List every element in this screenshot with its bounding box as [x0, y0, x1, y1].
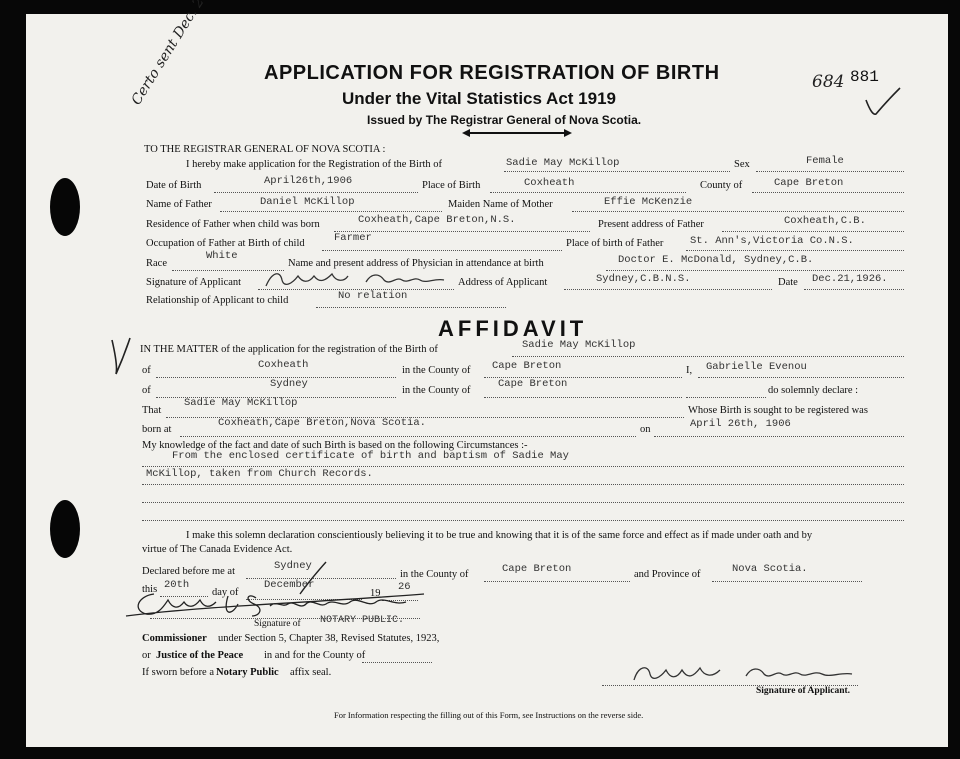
affidavit-heading: AFFIDAVIT	[438, 316, 588, 341]
present-address-value: Coxheath,C.B.	[784, 215, 866, 227]
footer-note: For Information respecting the filling out of this Form, see Instructions on the reverse side.	[334, 710, 644, 720]
applicant-address-label: Address of Applicant	[458, 277, 548, 288]
dob-value: April26th,1906	[264, 175, 353, 187]
pob-label: Place of Birth	[422, 180, 481, 191]
child-name-value: Sadie May McKillop	[506, 157, 620, 169]
solemn-line-1: I make this solemn declaration conscientiously believing it to be true and knowing that it is of the same force and effect as if made under oath and by	[186, 530, 813, 541]
whose-birth-label: Whose Birth is sought to be registered was	[688, 405, 868, 416]
father-birthplace-value: St. Ann's,Victoria Co.N.S.	[690, 235, 854, 247]
applicant-signature	[262, 268, 452, 290]
residence-value: Coxheath,Cape Breton,N.S.	[358, 214, 516, 226]
county-label: County of	[700, 180, 743, 191]
place2-value: Sydney	[270, 378, 308, 390]
date-value: Dec.21,1926.	[812, 273, 888, 285]
applicant-signature-label: Signature of Applicant.	[756, 686, 851, 696]
born-on-value: April 26th, 1906	[690, 418, 791, 430]
solemn-line-2: virtue of The Canada Evidence Act.	[142, 544, 293, 555]
form-title: APPLICATION FOR REGISTRATION OF BIRTH	[264, 62, 720, 84]
father-label: Name of Father	[146, 199, 212, 210]
county2-label: in the County of	[402, 385, 471, 396]
county2-value: Cape Breton	[498, 378, 568, 390]
notary-note-pre: If sworn before a	[142, 667, 215, 678]
this-label: this	[142, 584, 158, 595]
born-at-value: Coxheath,Cape Breton,Nova Scotia.	[218, 417, 426, 429]
county1-label: in the County of	[402, 365, 471, 376]
declared-county-label: in the County of	[400, 569, 469, 580]
justice-text: in and for the County of	[264, 650, 366, 661]
province-label: and Province of	[634, 569, 701, 580]
occupation-label: Occupation of Father at Birth of child	[146, 238, 305, 249]
notary-signature-label: Signature of	[254, 619, 301, 629]
applicant-address-value: Sydney,C.B.N.S.	[596, 273, 691, 285]
sex-label: Sex	[734, 159, 750, 170]
dob-label: Date of Birth	[146, 180, 202, 191]
knowledge-label: My knowledge of the fact and date of such Birth is based on the following Circumstances :-	[142, 440, 528, 451]
province-value: Nova Scotia.	[732, 563, 808, 575]
circumstances-line-1: From the enclosed certificate of birth and baptism of Sadie May	[172, 450, 569, 462]
declarant-value: Gabrielle Evenou	[706, 361, 807, 373]
mother-label: Maiden Name of Mother	[448, 199, 553, 210]
on-label: on	[640, 424, 651, 435]
declared-place-value: Sydney	[274, 560, 312, 572]
year-prefix-label: 19	[370, 588, 381, 599]
issued-by: Issued by The Registrar General of Nova Scotia.	[367, 113, 642, 127]
commissioner-text: under Section 5, Chapter 38, Revised Statutes, 1923,	[218, 633, 440, 644]
occupation-value: Farmer	[334, 232, 372, 244]
declared-before-label: Declared before me at	[142, 566, 235, 577]
notary-note-bold: Notary Public	[216, 667, 279, 678]
of-label: of	[142, 365, 151, 376]
father-value: Daniel McKillop	[260, 196, 355, 208]
born-at-label: born at	[142, 424, 172, 435]
present-address-label: Present address of Father	[598, 219, 704, 230]
aff-child-name-value: Sadie May McKillop	[522, 339, 636, 351]
father-birthplace-label: Place of birth of Father	[566, 238, 664, 249]
of-label: of	[142, 385, 151, 396]
pob-value: Coxheath	[524, 177, 575, 189]
physician-value: Doctor E. McDonald, Sydney,C.B.	[618, 254, 814, 266]
circumstances-line-2: McKillop, taken from Church Records.	[146, 468, 373, 480]
ornament-divider	[462, 128, 572, 138]
month-value: December	[264, 579, 315, 591]
commissioner-label: Commissioner	[142, 633, 207, 644]
day-value: 20th	[164, 579, 190, 591]
county1-value: Cape Breton	[492, 360, 562, 372]
applicant-signature	[628, 660, 858, 688]
relationship-value: No relation	[338, 290, 408, 302]
year-value: 26	[398, 581, 411, 593]
place1-value: Coxheath	[258, 359, 309, 371]
matter-label: IN THE MATTER of the application for the registration of the Birth of	[140, 344, 438, 355]
county-value: Cape Breton	[774, 177, 844, 189]
signature-label: Signature of Applicant	[146, 277, 242, 288]
notary-title: NOTARY PUBLIC.	[320, 615, 405, 626]
check-mark	[862, 86, 902, 120]
that-label: That	[142, 405, 162, 416]
sex-value: Female	[806, 155, 844, 167]
addressee: TO THE REGISTRAR GENERAL OF NOVA SCOTIA :	[144, 144, 386, 155]
intro-label: I hereby make application for the Registration of the Birth of	[186, 159, 443, 170]
day-of-label: day of	[212, 587, 239, 598]
race-value: White	[206, 250, 238, 262]
race-label: Race	[146, 258, 167, 269]
relationship-label: Relationship of Applicant to child	[146, 295, 289, 306]
that-name-value: Sadie May McKillop	[184, 397, 298, 409]
declared-county-value: Cape Breton	[502, 563, 572, 575]
i-label: I,	[686, 365, 693, 376]
punch-hole	[50, 500, 80, 558]
handwritten-file-number: 684	[812, 72, 845, 92]
physician-label: Name and present address of Physician in attendance at birth	[288, 258, 544, 269]
mother-value: Effie McKenzie	[604, 196, 693, 208]
or-label: or	[142, 650, 151, 661]
date-label: Date	[778, 277, 798, 288]
punch-hole	[50, 178, 80, 236]
notary-note-post: affix seal.	[290, 667, 332, 678]
declare-label: do solemnly declare :	[768, 385, 859, 396]
justice-label: Justice of the Peace	[156, 650, 244, 661]
form-subtitle: Under the Vital Statistics Act 1919	[342, 89, 616, 108]
stamped-file-number: 881	[850, 68, 879, 86]
residence-label: Residence of Father when child was born	[146, 219, 320, 230]
check-mark	[108, 336, 134, 376]
